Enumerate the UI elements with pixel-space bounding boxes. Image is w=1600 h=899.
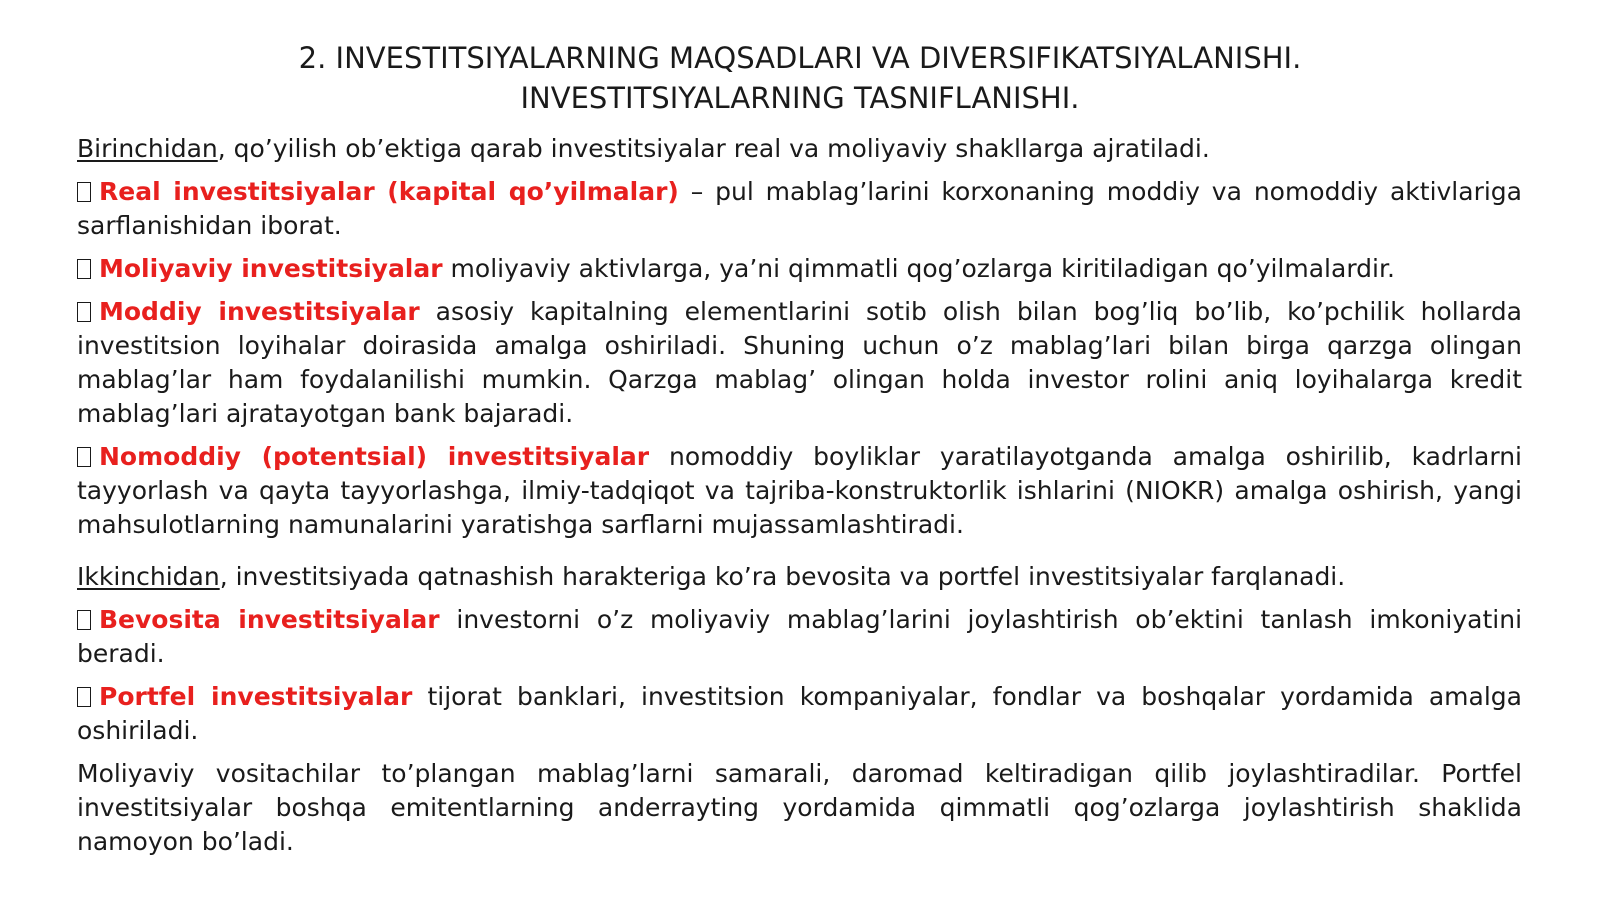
item-text: – pul mablag’larini korxonaning moddiy va nomoddiy aktivlariga sarflanishidan iborat. — [77, 177, 1522, 240]
bullet-box-icon — [77, 182, 91, 202]
section-2-lead-text: , investitsiyada qatnashish harakteriga ko’ra bevosita va portfel investitsiyalar farqlanadi. — [219, 562, 1346, 591]
section-1-intro — [77, 132, 1522, 166]
list-item — [77, 295, 1522, 431]
item-term: Moddiy investitsiyalar — [99, 297, 420, 326]
list-item — [77, 680, 1522, 748]
bullet-box-icon — [77, 687, 91, 707]
slide-title-line-2: INVESTITSIYALARNING TASNIFLANISHI. — [520, 81, 1080, 115]
bullet-box-icon — [77, 447, 91, 467]
item-text: nomoddiy boyliklar yaratilayotganda amalga oshirilib, kadrlarni tayyorlash va qayta tayyorlashga, ilmiy-tadqiqot va tajriba-konstruktorlik ishlarini (NIOKR) amalga oshirish, yangi mahsulotlarning namunalarini yaratishga sarflarni mujassamlashtiradi. — [77, 442, 1523, 539]
item-term: Nomoddiy (potentsial) investitsiyalar — [99, 442, 650, 471]
section-1-lead-text: , qo’yilish ob’ektiga qarab investitsiyalar real va moliyaviy shakllarga ajratiladi. — [217, 134, 1210, 163]
item-text: asosiy kapitalning elementlarini sotib olish bilan bog’liq bo’lib, ko’pchilik hollarda investitsion loyihalar doirasida amalga oshiriladi. Shuning uchun o’z mablag’lari bilan birga qarzga olingan mablag’lar ham foydalanilishi mumkin. Qarzga mablag’ olingan holda investor rolini aniq loyihalarga kredit mablag’lari ajratayotgan bank bajaradi. — [77, 297, 1522, 428]
list-item — [77, 603, 1522, 671]
item-term: Moliyaviy investitsiyalar — [99, 254, 443, 283]
slide-title — [0, 38, 1600, 118]
list-item — [77, 175, 1522, 243]
list-item — [77, 440, 1522, 542]
list-item — [77, 252, 1522, 286]
section-2-intro — [77, 560, 1522, 594]
item-term: Bevosita investitsiyalar — [99, 605, 440, 634]
bullet-box-icon — [77, 259, 91, 279]
bullet-box-icon — [77, 610, 91, 630]
section-1-lead-word: Birinchidan — [77, 134, 218, 163]
item-text: tijorat banklari, investitsion kompaniyalar, fondlar va boshqalar yordamida amalga oshiriladi. — [77, 682, 1522, 745]
closing-paragraph: Moliyaviy vositachilar to’plangan mablag’larni samarali, daromad keltiradigan qilib joylashtiradilar. Portfel investitsiyalar boshqa emitentlarning anderrayting yordamida qimmatli qog’ozlarga joylashtirish shaklida namoyon bo’ladi. — [77, 759, 1522, 856]
item-text: investorni o’z moliyaviy mablag’larini joylashtirish ob’ektini tanlash imkoniyatini beradi. — [77, 605, 1523, 668]
slide-body — [77, 132, 1522, 868]
item-term: Portfel investitsiyalar — [99, 682, 413, 711]
slide-title-line-1: 2. INVESTITSIYALARNING MAQSADLARI VA DIVERSIFIKATSIYALANISHI. — [298, 41, 1302, 75]
item-term: Real investitsiyalar (kapital qo’yilmalar) — [99, 177, 679, 206]
item-text: moliyaviy aktivlarga, ya’ni qimmatli qog’ozlarga kiritiladigan qo’yilmalardir. — [442, 254, 1395, 283]
section-2-lead-word: Ikkinchidan — [77, 562, 220, 591]
bullet-box-icon — [77, 302, 91, 322]
